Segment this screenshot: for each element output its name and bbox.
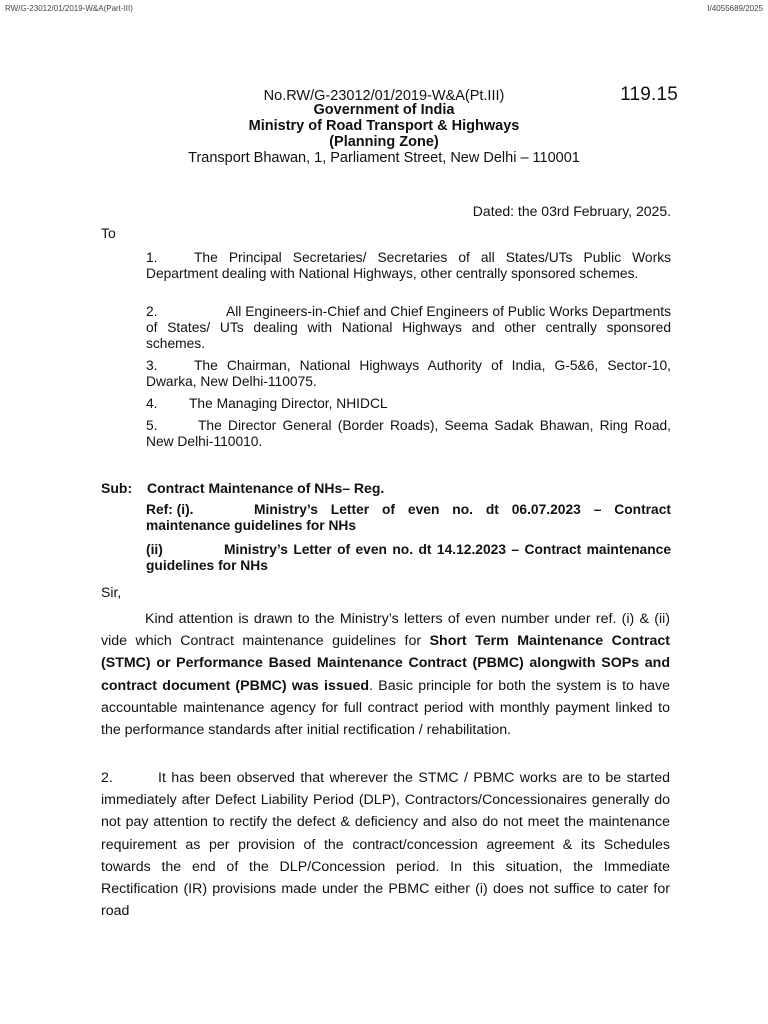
paragraph-1-text: Kind attention is drawn to the Ministry’s letters of even number under ref. (i) & (ii) vide which Contract maintenance guidelines for xyxy=(101,611,670,650)
letterhead-ministry: Ministry of Road Transport & Highways xyxy=(248,118,520,134)
reference-item xyxy=(146,502,671,534)
paragraph-1-bold-text: Short Term Maintenance Contract (STMC) or Performance Based Maintenance Contract (PBMC) alongwith SOPs and contract document (PBMC) was issued xyxy=(101,633,670,694)
salutation: Sir, xyxy=(101,584,122,600)
addressee-item xyxy=(146,304,671,352)
paragraph-2-number: 2. xyxy=(101,770,113,786)
paragraph-2-text: It has been observed that wherever the STMC / PBMC works are to be started immediately after Defect Liability Period (DLP), Contractors/Concessionaires generally do not pay attention to rectify the defect & deficiency and also do not meet the maintenance requirement as per provision of the contract/concession agreement & its Schedules towards the end of the DLP/Concession period. In this situation, the Immediate Rectification (IR) provisions made under the PBMC either (i) does not suffice to cater for road xyxy=(101,770,670,920)
addressee-item xyxy=(146,250,671,282)
addressee-number: 2. xyxy=(146,304,158,319)
paragraph-1 xyxy=(101,608,670,741)
subject-line xyxy=(101,480,384,496)
reference-number: (ii) xyxy=(146,542,163,557)
letter-reference-number: No.RW/G-23012/01/2019-W&A(Pt.III) xyxy=(263,88,505,104)
date-line: Dated: the 03rd February, 2025. xyxy=(472,203,671,219)
addressee-item xyxy=(146,358,671,390)
addressee-item xyxy=(146,396,671,412)
addressee-text: The Director General (Border Roads), Seema Sadak Bhawan, Ring Road, New Delhi-110010. xyxy=(146,418,671,449)
letterhead-zone: (Planning Zone) xyxy=(329,134,439,150)
addressee-number: 1. xyxy=(146,250,158,265)
file-reference-left: RW/G-23012/01/2019-W&A(Part-III) xyxy=(5,4,133,13)
subject-label: Sub: xyxy=(101,480,133,496)
addressee-item xyxy=(146,418,671,450)
letterhead-address: Transport Bhawan, 1, Parliament Street, New Delhi – 110001 xyxy=(188,150,580,166)
paragraph-2 xyxy=(101,767,670,922)
reference-item xyxy=(146,542,671,574)
addressee-number: 5. xyxy=(146,418,158,433)
addressee-number: 4. xyxy=(146,396,158,411)
subject-text: Contract Maintenance of NHs– Reg. xyxy=(147,480,385,496)
addressee-number: 3. xyxy=(146,358,158,373)
reference-number: Ref: (i). xyxy=(146,502,194,517)
addressee-text: The Chairman, National Highways Authority of India, G-5&6, Sector-10, Dwarka, New Delhi-110075. xyxy=(146,358,671,389)
file-reference-right: I/4055689/2025 xyxy=(707,4,763,13)
addressee-text: All Engineers-in-Chief and Chief Engineers of Public Works Departments of States/ UTs dealing with National Highways and other centrally sponsored schemes. xyxy=(146,304,671,351)
reference-text: Ministry’s Letter of even no. dt 06.07.2023 – Contract maintenance guidelines for NHs xyxy=(146,502,671,533)
to-label: To xyxy=(101,225,116,241)
document-number: 119.15 xyxy=(620,84,678,105)
addressee-text: The Principal Secretaries/ Secretaries of all States/UTs Public Works Department dealing with National Highways, other centrally sponsored schemes. xyxy=(146,250,671,281)
letterhead-government: Government of India xyxy=(313,102,455,118)
paragraph-1-text-end: . Basic principle for both the system is to have accountable maintenance agency for full contract period with monthly payment linked to the performance standards after initial rectification / rehabilitation. xyxy=(101,677,670,739)
reference-text: Ministry’s Letter of even no. dt 14.12.2023 – Contract maintenance guidelines for NHs xyxy=(146,542,671,573)
addressee-text: The Managing Director, NHIDCL xyxy=(189,396,388,411)
